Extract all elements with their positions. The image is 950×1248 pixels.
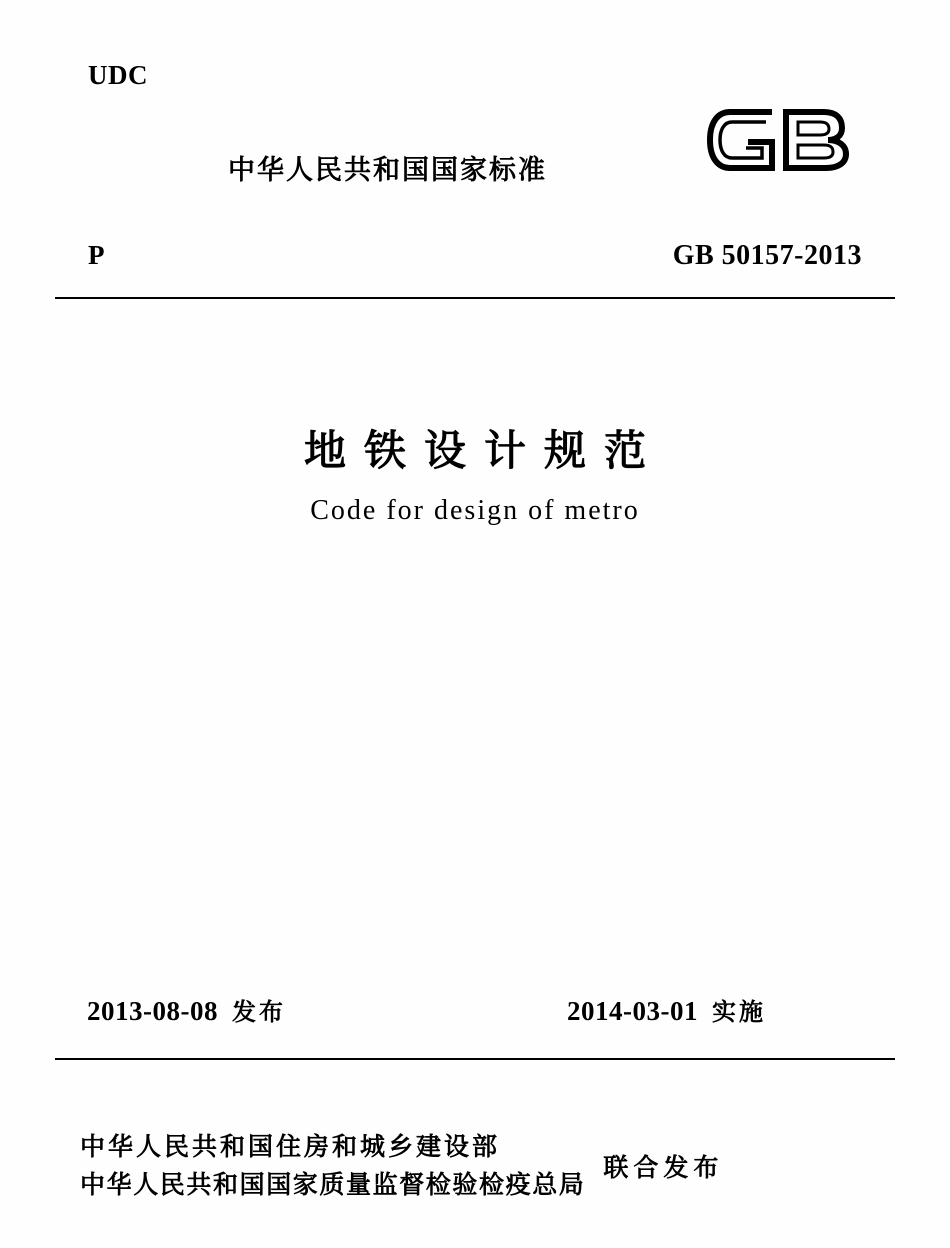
category-mark: P <box>88 240 105 270</box>
effective-date-group <box>567 992 766 1027</box>
national-standard-label: 中华人民共和国国家标准 <box>228 155 547 186</box>
issue-date-group <box>87 992 286 1027</box>
issue-date: 2013-08-08 <box>87 996 218 1026</box>
title-chinese: 地铁设计规范 <box>303 426 664 475</box>
issue-label: 发布 <box>231 998 286 1026</box>
divider-bottom <box>55 1058 895 1060</box>
effective-label: 实施 <box>711 998 766 1026</box>
date-row <box>55 992 895 1032</box>
effective-date: 2014-03-01 <box>567 996 698 1026</box>
title-english: Code for design of metro <box>310 495 640 526</box>
divider-top <box>55 297 895 299</box>
issuer-line-2: 中华人民共和国国家质量监督检验检疫总局 <box>80 1170 586 1199</box>
standard-number: GB 50157-2013 <box>672 240 862 271</box>
joint-issue-label: 联合发布 <box>603 1153 724 1182</box>
issuer-line-1: 中华人民共和国住房和城乡建设部 <box>80 1132 501 1161</box>
issuer-names <box>80 1128 585 1204</box>
udc-label: UDC <box>88 60 148 90</box>
issuer-block <box>80 1128 870 1204</box>
gb-logo-icon <box>700 98 860 183</box>
